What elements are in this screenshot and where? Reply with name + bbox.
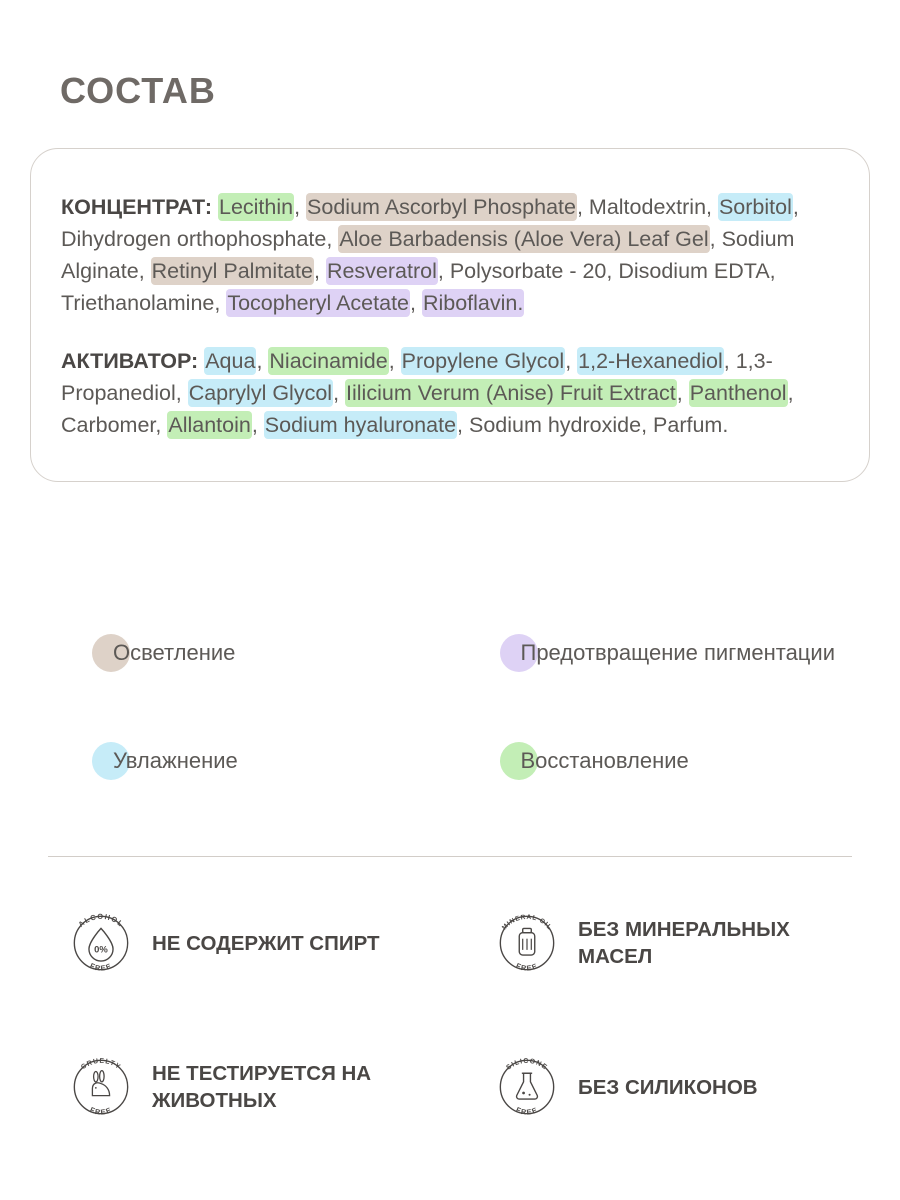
ingredient-highlight-blue: 1,2-Hexanediol <box>578 349 723 373</box>
ingredient-highlight-purple: Resveratrol <box>326 259 437 283</box>
svg-text:SILICONE: SILICONE <box>505 1057 549 1072</box>
claim-label: НЕ ТЕСТИРУЕТСЯ НА ЖИВОТНЫХ <box>152 1062 372 1112</box>
concentrate-list: Lecithin, Sodium Ascorbyl Phosphate, Maltodextrin, Sorbitol, Dihydrogen orthophosphate, Aloe Barbadensis (Aloe Vera) Leaf Gel, Sodium Alginate, Retinyl Palmitate, Resveratrol, Polysorbate - 20, Disodium EDTA, Triethanolamine, Tocopheryl Acetate, Riboflavin. <box>61 195 799 315</box>
mineral-oil-free-icon <box>484 900 570 986</box>
claims-section <box>58 900 858 1130</box>
silicone-free-icon <box>484 1044 570 1130</box>
ingredient-highlight-purple: Riboflavin. <box>422 291 524 315</box>
claims-row <box>58 900 858 986</box>
section-divider <box>48 856 852 857</box>
cruelty-free-icon <box>58 1044 144 1130</box>
concentrate-label: КОНЦЕНТРАТ: <box>61 195 212 219</box>
claim-alcohol-free <box>58 900 432 986</box>
claims-row <box>58 1044 858 1130</box>
legend-label: Увлажнение <box>113 748 238 773</box>
legend-label: Осветление <box>113 640 236 665</box>
svg-text:ALCOHOL: ALCOHOL <box>76 911 126 929</box>
svg-text:FREE: FREE <box>514 961 540 973</box>
ingredient-highlight-blue: Propylene Glycol <box>401 349 565 373</box>
ingredient-highlight-beige: Retinyl Palmitate <box>151 259 313 283</box>
ingredient-highlight-blue: Aqua <box>205 349 256 373</box>
ingredient-highlight-blue: Sorbitol <box>718 195 792 219</box>
svg-text:CRUELTY: CRUELTY <box>80 1057 122 1072</box>
alcohol-free-icon <box>58 900 144 986</box>
legend-label: Предотвращение пигментации <box>520 640 835 665</box>
ingredient-highlight-blue: Sodium hyaluronate <box>264 413 457 437</box>
claim-label: НЕ СОДЕРЖИТ СПИРТ <box>152 931 380 955</box>
svg-text:FREE: FREE <box>88 1105 114 1117</box>
legend <box>92 632 852 780</box>
activator-label: АКТИВАТОР: <box>61 349 199 373</box>
ingredient-highlight-green: Lecithin <box>218 195 294 219</box>
legend-item-restoration <box>445 740 853 780</box>
ingredient-highlight-green: Iilicium Verum (Anise) Fruit Extract <box>346 381 676 405</box>
svg-text:MINERAL OIL: MINERAL OIL <box>500 913 554 932</box>
activator-paragraph <box>61 345 837 441</box>
ingredient-highlight-green: Niacinamide <box>269 349 388 373</box>
legend-item-pigmentation-prevention <box>445 632 853 672</box>
ingredient-highlight-green: Allantoin <box>168 413 251 437</box>
legend-item-hydration <box>92 740 445 780</box>
activator-list: Aqua, Niacinamide, Propylene Glycol, 1,2-Hexanediol, 1,3-Propanediol, Caprylyl Glycol, Iilicium Verum (Anise) Fruit Extract, Panthenol, Carbomer, Allantoin, Sodium hyaluronate, Sodium hydroxide, Parfum. <box>61 349 794 437</box>
legend-item-brightening <box>92 632 445 672</box>
legend-row <box>92 740 852 780</box>
svg-text:FREE: FREE <box>514 1105 540 1117</box>
ingredient-highlight-blue: Caprylyl Glycol <box>188 381 333 405</box>
svg-text:FREE: FREE <box>88 961 114 973</box>
ingredient-highlight-beige: Sodium Ascorbyl Phosphate <box>307 195 576 219</box>
legend-label: Восстановление <box>520 748 689 773</box>
claim-label: БЕЗ МИНЕРАЛЬНЫХ МАСЕЛ <box>578 918 790 968</box>
ingredient-highlight-green: Panthenol <box>689 381 787 405</box>
claim-label: БЕЗ СИЛИКОНОВ <box>578 1075 758 1099</box>
ingredient-highlight-purple: Tocopheryl Acetate <box>227 291 409 315</box>
legend-row <box>92 632 852 672</box>
claim-silicone-free <box>432 1044 858 1130</box>
claim-cruelty-free <box>58 1044 432 1130</box>
claim-mineral-oil-free <box>432 900 858 986</box>
svg-text:0%: 0% <box>94 944 108 956</box>
ingredient-highlight-beige: Aloe Barbadensis (Aloe Vera) Leaf Gel <box>339 227 709 251</box>
page-title: СОСТАВ <box>60 70 216 111</box>
concentrate-paragraph <box>61 191 837 319</box>
ingredients-card <box>30 148 870 482</box>
